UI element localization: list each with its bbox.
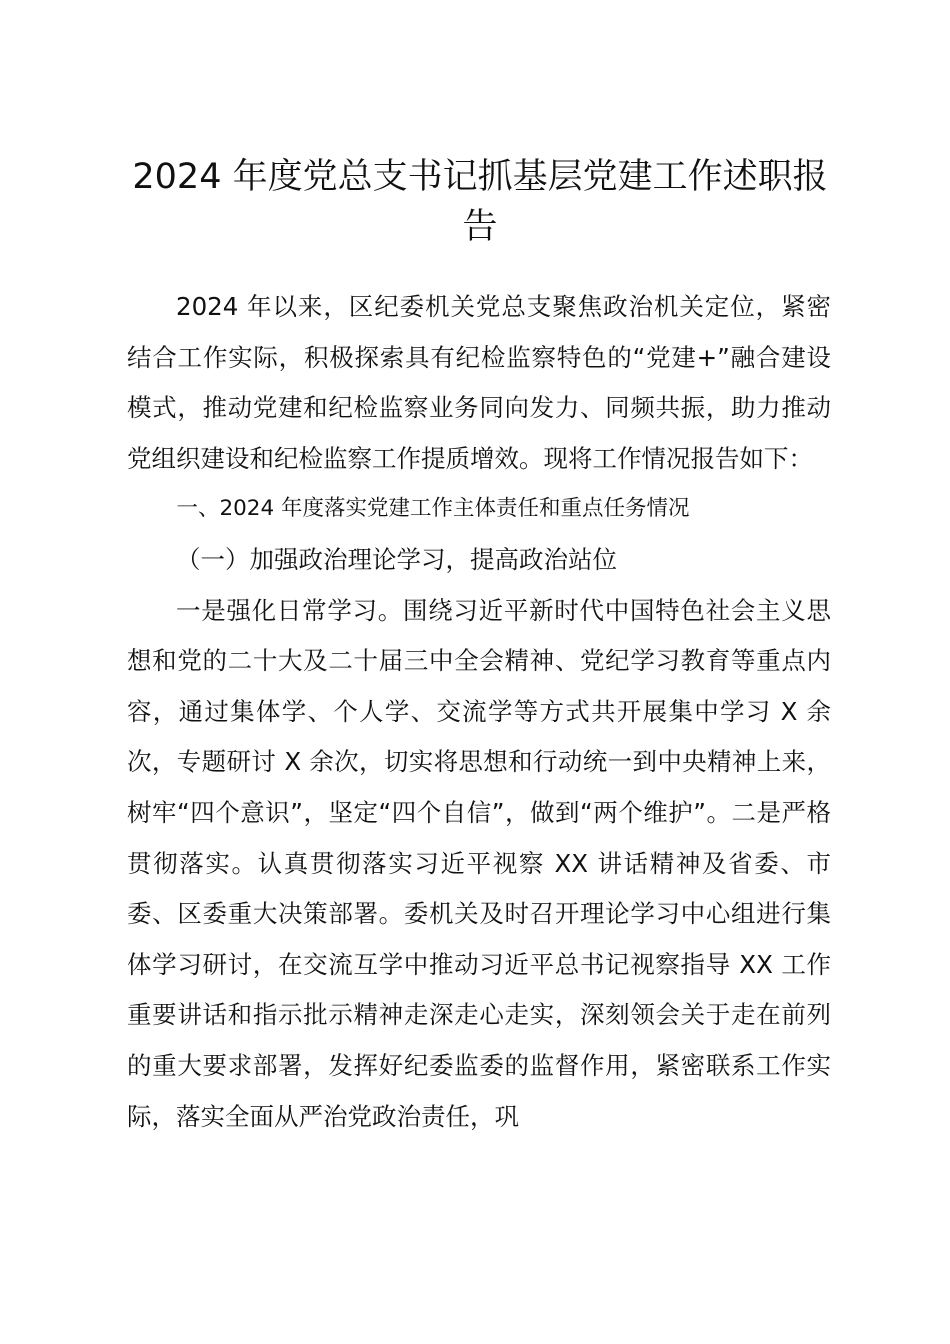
subsection-body-paragraph: 一是强化日常学习。围绕习近平新时代中国特色社会主义思想和党的二十大及二十届三中全会精神、党纪学习教育等重点内容，通过集体学、个人学、交流学等方式共开展集中学习 X 余次，专题研讨 X 余次，切实将思想和行动统一到中央精神上来，树牢“四个意识”，坚定“四个自信”，做到“两个维护”。二是严格贯彻落实。认真贯彻落实习近平视察 XX 讲话精神及省委、市委、区委重大决策部署。委机关及时召开理论学习中心组进行集体学习研讨，在交流互学中推动习近平总书记视察指导 XX 工作重要讲话和指示批示精神走深走心走实，深刻领会关于走在前列的重大要求部署，发挥好纪委监委的监督作用，紧密联系工作实际，落实全面从严治党政治责任，巩: [127, 595, 831, 1131]
section-heading: 一、2024 年度落实党建工作主体责任和重点任务情况: [176, 496, 690, 522]
document-body: [127, 282, 831, 1142]
document-title: 2024 年度党总支书记抓基层党建工作述职报告: [132, 157, 828, 247]
subsection-heading: （一）加强政治理论学习，提高政治站位: [176, 544, 617, 574]
intro-paragraph: 2024 年以来，区纪委机关党总支聚焦政治机关定位，紧密结合工作实际，积极探索具有纪检监察特色的“党建+”融合建设模式，推动党建和纪检监察业务同向发力、同频共振，助力推动党组织建设和纪检监察工作提质增效。现将工作情况报告如下：: [127, 292, 831, 473]
